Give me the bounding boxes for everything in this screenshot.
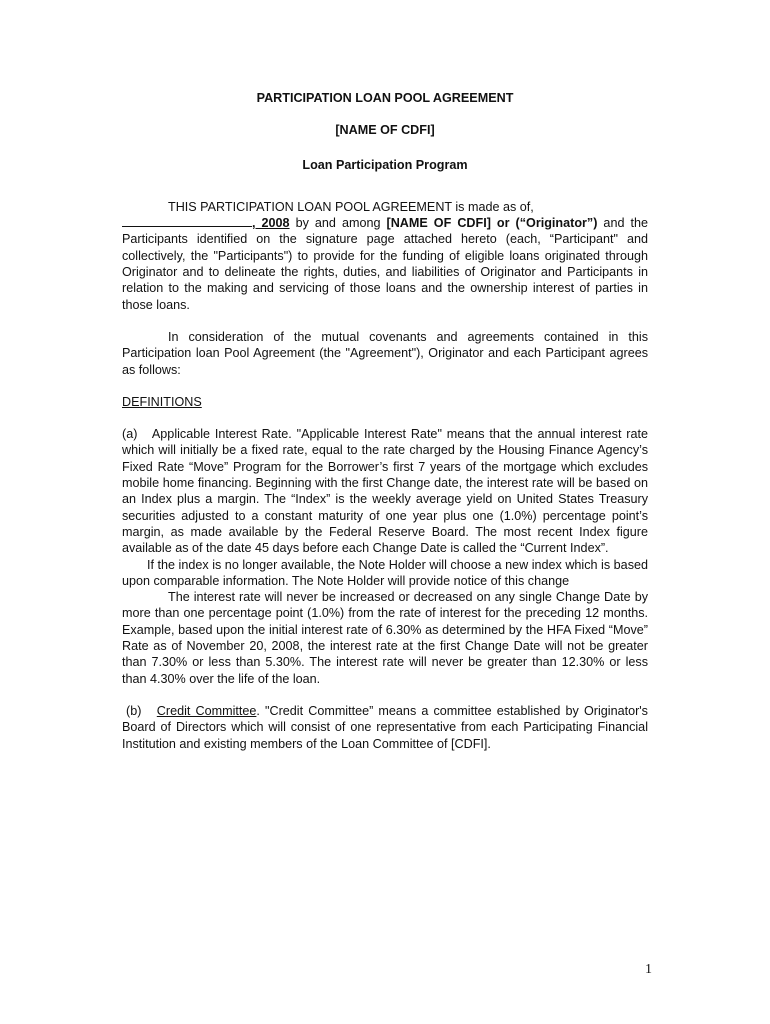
definition-a-text: Applicable Interest Rate. "Applicable Interest Rate" means that the annual interest rate which will initially be a fixed rate, equal to the rate charged by the Housing Finance Agency’s Fixed Rate “Move” Program for the Borrower’s first 7 years of the mortgage which excludes mobile home financing. Beginning with the first Change date, the interest rate will be based on an Index plus a margin. The “Index” is the weekly average yield on United States Treasury securities adjusted to a constant maturity of one year plus one (1.0%) percentage point’s margin, as made available by the Federal Reserve Board. The most recent Index figure available as of the date 45 days before each Change Date is called the “Current Index”. — [122, 427, 649, 556]
intro-paragraph — [122, 199, 648, 313]
document-title: PARTICIPATION LOAN POOL AGREEMENT — [256, 91, 514, 105]
intro-party: [NAME OF CDFI] or (“Originator”) — [386, 216, 598, 231]
definition-b-term: Credit Committee — [156, 703, 257, 718]
document-body — [122, 90, 648, 752]
definition-a-rate-limits: The interest rate will never be increased or decreased on any single Change Date by more than one percentage point (1.0%) from the rate of interest for the preceding 12 months. Example, based upon the initial interest rate of 6.30% as determined by the HFA Fixed “Move” Rate as of November 20, 2008, the interest rate at the first Change Date will not be greater than 7.30% or less than 5.30%. The interest rate will never be greater than 12.30% or less than 4.30% over the life of the loan. — [122, 590, 648, 686]
intro-by-among: by and among — [289, 216, 387, 231]
definition-a-label: (a) — [122, 427, 138, 442]
page-number: 1 — [645, 962, 652, 977]
intro-rest: and the Participants identified on the signature page attached hereto (each, “Participant" and collectively, the "Participants") to provide for the funding of eligible loans originated through Originator and to delineate the rights, duties, and liabilities of Originator and Participants in relation to the making and servicing of those loans and the ownership interest of parties in those loans. — [122, 216, 648, 312]
date-blank-line — [122, 215, 252, 227]
definition-a-index-change: If the index is no longer available, the Note Holder will choose a new index which is based upon comparable information. The Note Holder will provide notice of this change — [122, 557, 648, 588]
definition-b-text: . "Credit Committee” means a committee established by Originator's Board of Directors which will consist of one representative from each Participating Financial Institution and existing members of the Loan Committee of [CDFI]. — [122, 703, 648, 751]
definition-b-label: (b) — [126, 703, 142, 718]
document-subtitle: [NAME OF CDFI] — [335, 123, 435, 138]
definitions-heading: DEFINITIONS — [122, 394, 202, 409]
program-name: Loan Participation Program — [302, 157, 468, 172]
consideration-paragraph: In consideration of the mutual covenants and agreements contained in this Participation loan Pool Agreement (the "Agreement"), Originator and each Participant agrees as follows: — [122, 329, 648, 377]
definition-a — [122, 426, 648, 556]
intro-lead: THIS PARTICIPATION LOAN POOL AGREEMENT is made as of, — [168, 199, 534, 214]
definition-b — [122, 703, 648, 752]
intro-date: , 2008 — [252, 216, 290, 231]
